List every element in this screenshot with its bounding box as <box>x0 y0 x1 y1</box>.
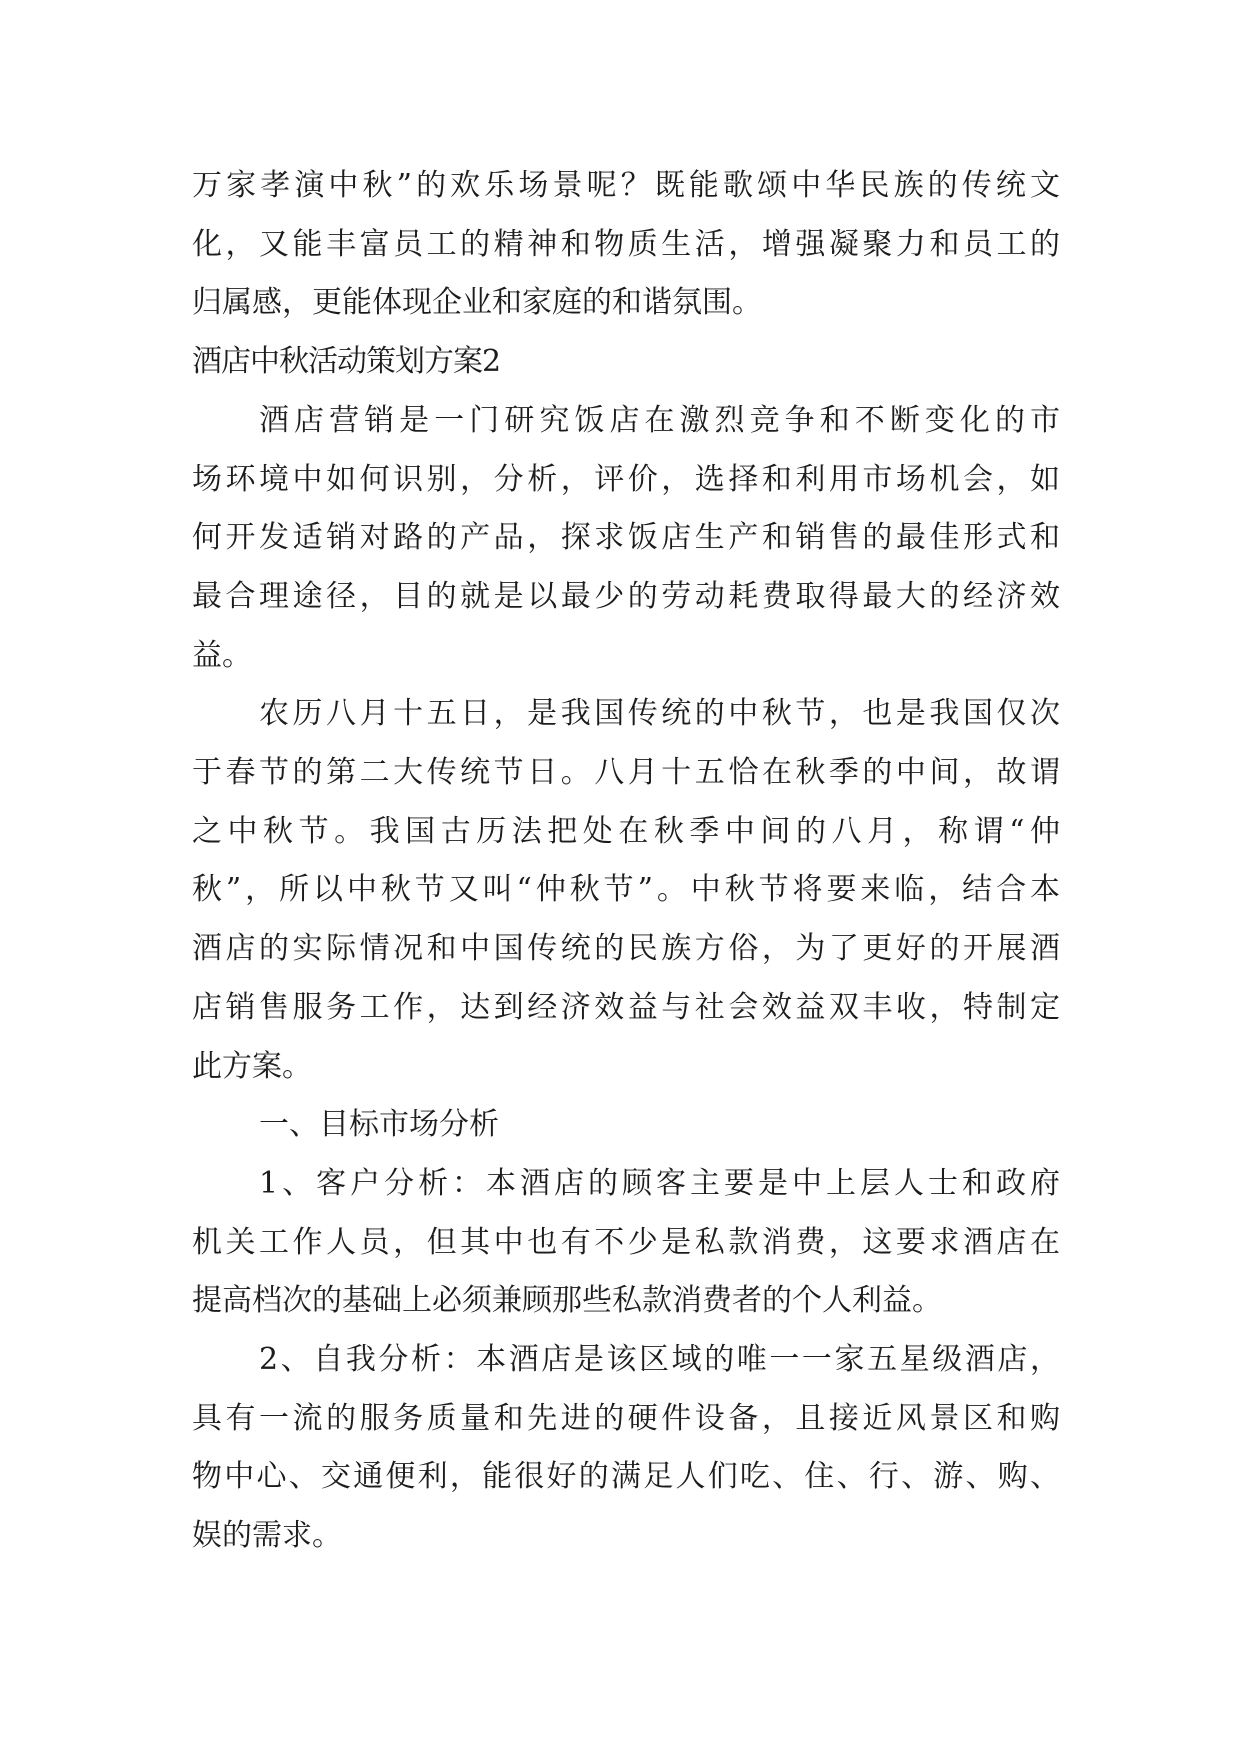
paragraph-self-analysis <box>192 1331 1060 1566</box>
text-line: 酒店的实际情况和中国传统的民族方俗，为了更好的开展酒 <box>192 931 1060 967</box>
text-line: 场环境中如何识别，分析，评价，选择和利用市场机会，如 <box>192 461 1060 497</box>
text-line: 秋”，所以中秋节又叫“仲秋节”。中秋节将要来临，结合本 <box>192 872 1060 908</box>
paragraph-mid-autumn <box>192 685 1060 1096</box>
text-line: 之中秋节。我国古历法把处在秋季中间的八月，称谓“仲 <box>192 813 1060 849</box>
text-line: 何开发适销对路的产品，探求饭店生产和销售的最佳形式和 <box>192 520 1060 556</box>
text-line: 最合理途径，目的就是以最少的劳动耗费取得最大的经济效 <box>192 578 1060 614</box>
text-line: 化，又能丰富员工的精神和物质生活，增强凝聚力和员工的 <box>192 226 1060 262</box>
text-line: 机关工作人员，但其中也有不少是私款消费，这要求酒店在 <box>192 1224 1060 1260</box>
text-line: 酒店营销是一门研究饭店在激烈竞争和不断变化的市 <box>259 402 1060 438</box>
text-line: 此方案。 <box>192 1048 312 1084</box>
text-line: 娱的需求。 <box>192 1518 342 1554</box>
paragraph-customer-analysis <box>192 1155 1060 1331</box>
text-line: 于春节的第二大传统节日。八月十五恰在秋季的中间，故谓 <box>192 755 1060 791</box>
text-line: 归属感，更能体现企业和家庭的和谐氛围。 <box>192 285 762 321</box>
text-line: 万家孝演中秋”的欢乐场景呢？既能歌颂中华民族的传统文 <box>192 168 1060 203</box>
text-line: 提高档次的基础上必须兼顾那些私款消费者的个人利益。 <box>192 1283 942 1319</box>
text-line: 物中心、交通便利，能很好的满足人们吃、住、行、游、购、 <box>192 1459 1060 1495</box>
text-line: 农历八月十五日，是我国传统的中秋节，也是我国仅次 <box>259 696 1060 732</box>
text-line: 店销售服务工作，达到经济效益与社会效益双丰收，特制定 <box>192 989 1060 1025</box>
section-title-text: 酒店中秋活动策划方案2 <box>192 344 501 380</box>
text-line: 1、客户分析：本酒店的顾客主要是中上层人士和政府 <box>259 1165 1060 1201</box>
subheading-target-market <box>192 1096 1060 1155</box>
paragraph-continuation <box>192 157 1060 333</box>
section-title <box>192 333 1060 392</box>
document-page <box>192 157 1060 1566</box>
text-line: 2、自我分析：本酒店是该区域的唯一一家五星级酒店， <box>259 1342 1060 1378</box>
text-line: 益。 <box>192 637 252 673</box>
text-line: 具有一流的服务质量和先进的硬件设备，且接近风景区和购 <box>192 1400 1060 1436</box>
paragraph-hotel-marketing <box>192 392 1060 686</box>
subheading-text: 一、目标市场分析 <box>259 1107 499 1143</box>
